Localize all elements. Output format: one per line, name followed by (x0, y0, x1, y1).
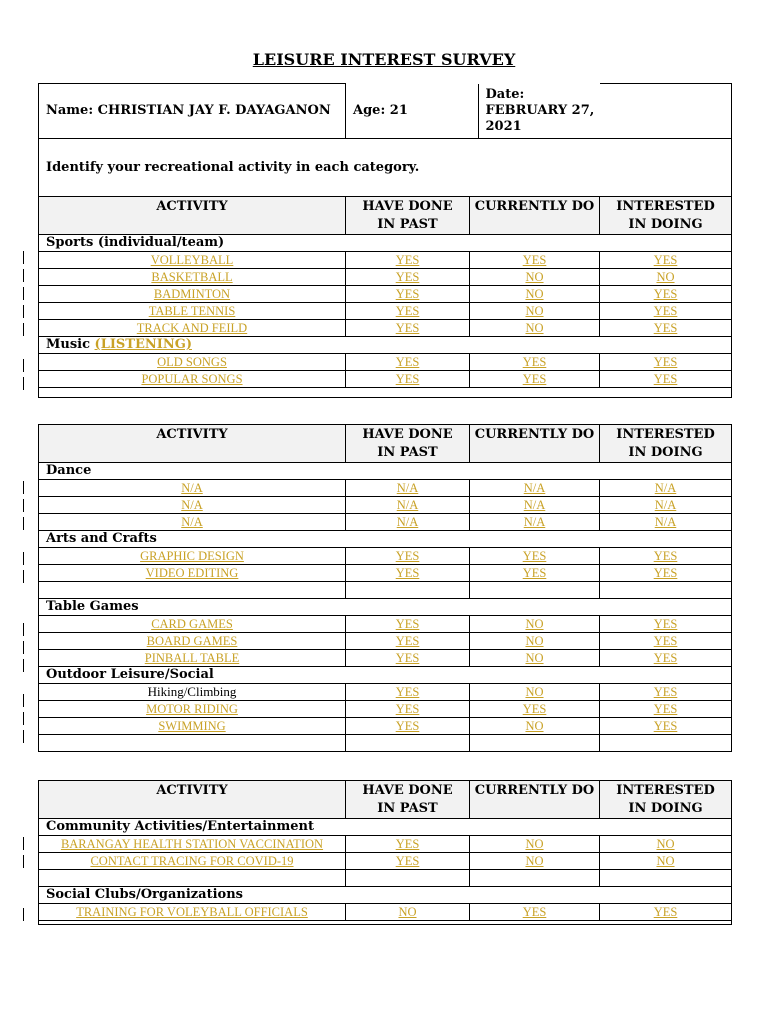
table-row: VOLLEYBALL YES YES YES (39, 252, 732, 269)
margin-mark (23, 305, 24, 318)
table-row: MOTOR RIDING YES YES YES (39, 701, 732, 718)
table-row: N/A N/A N/A N/A (39, 497, 732, 514)
category-community: Community Activities/Entertainment (39, 819, 732, 836)
survey-table-2 (38, 424, 732, 752)
header-row: ACTIVITY HAVE DONE IN PAST CURRENTLY DO INTERESTED IN DOING (39, 425, 732, 463)
margin-mark (23, 359, 24, 372)
margin-mark (23, 251, 24, 264)
table-row: TRAINING FOR VOLEYBALL OFFICIALS NO YES YES (39, 904, 732, 921)
margin-mark (23, 287, 24, 300)
table-row-empty (39, 735, 732, 752)
header-activity: ACTIVITY (39, 197, 346, 235)
margin-mark (23, 481, 24, 494)
header-currently-do: CURRENTLY DO (470, 197, 600, 235)
category-sports: Sports (individual/team) (39, 235, 732, 252)
margin-mark (23, 659, 24, 672)
margin-mark (23, 269, 24, 282)
table-row: OLD SONGS YES YES YES (39, 354, 732, 371)
margin-mark (23, 517, 24, 530)
category-clubs: Social Clubs/Organizations (39, 887, 732, 904)
table-row: POPULAR SONGS YES YES YES (39, 371, 732, 388)
table-row: BOARD GAMES YES NO YES (39, 633, 732, 650)
margin-mark (23, 712, 24, 725)
margin-mark (23, 377, 24, 390)
margin-mark (23, 730, 24, 743)
table-row: Hiking/Climbing YES NO YES (39, 684, 732, 701)
margin-mark (23, 552, 24, 565)
table-row: TRACK AND FEILD YES NO YES (39, 320, 732, 337)
category-dance: Dance (39, 463, 732, 480)
category-table-games: Table Games (39, 599, 732, 616)
table-row: CARD GAMES YES NO YES (39, 616, 732, 633)
margin-mark (23, 623, 24, 636)
table-row-empty (39, 582, 732, 599)
table-row: SWIMMING YES NO YES (39, 718, 732, 735)
table-row: TABLE TENNIS YES NO YES (39, 303, 732, 320)
header-interested: INTERESTED IN DOING (600, 197, 732, 235)
margin-mark (23, 323, 24, 336)
instruction-text: Identify your recreational activity in each category. (39, 139, 732, 197)
table-row-empty (39, 870, 732, 887)
table-row: CONTACT TRACING FOR COVID-19 YES NO NO (39, 853, 732, 870)
header-have-done: HAVE DONE IN PAST (346, 197, 470, 235)
table-row: VIDEO EDITING YES YES YES (39, 565, 732, 582)
margin-mark (23, 499, 24, 512)
page-title: LEISURE INTEREST SURVEY (252, 50, 516, 69)
table-row: BASKETBALL YES NO NO (39, 269, 732, 286)
category-outdoor: Outdoor Leisure/Social (39, 667, 732, 684)
margin-mark (23, 837, 24, 850)
name-field: Name: CHRISTIAN JAY F. DAYAGANON (39, 84, 346, 139)
margin-mark (23, 641, 24, 654)
survey-table-1 (38, 83, 732, 398)
table-row: N/A N/A N/A N/A (39, 480, 732, 497)
survey-table-3 (38, 780, 732, 925)
margin-mark (23, 908, 24, 921)
table-row: N/A N/A N/A N/A (39, 514, 732, 531)
age-field: Age: 21 (346, 84, 478, 138)
margin-mark (23, 570, 24, 583)
margin-mark (23, 694, 24, 707)
category-arts: Arts and Crafts (39, 531, 732, 548)
header-row: ACTIVITY HAVE DONE IN PAST CURRENTLY DO INTERESTED IN DOING (39, 781, 732, 819)
header-row (39, 197, 732, 235)
table-row: PINBALL TABLE YES NO YES (39, 650, 732, 667)
date-field: Date: FEBRUARY 27, 2021 (485, 86, 595, 134)
table-row: BARANGAY HEALTH STATION VACCINATION YES NO NO (39, 836, 732, 853)
table-row: GRAPHIC DESIGN YES YES YES (39, 548, 732, 565)
category-music: Music (LISTENING) (39, 337, 732, 354)
table-row: BADMINTON YES NO YES (39, 286, 732, 303)
margin-mark (23, 855, 24, 868)
